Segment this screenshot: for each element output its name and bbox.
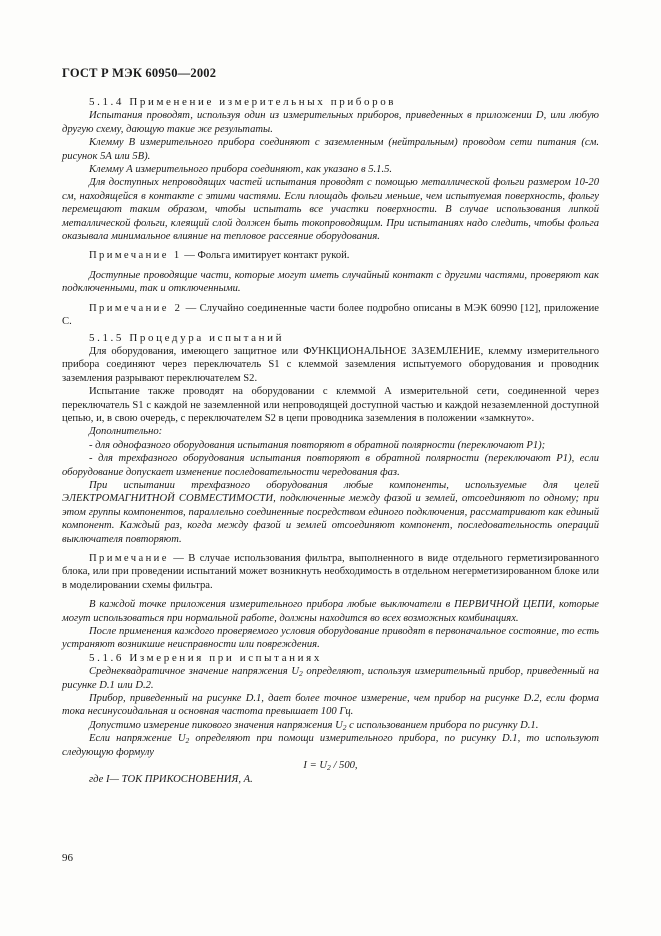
paragraph bbox=[62, 665, 599, 692]
list-item: - для однофазного оборудования испытания повторяют в обратной полярности (переключают Р1); bbox=[89, 439, 546, 451]
subscript: 2 bbox=[342, 722, 347, 732]
paragraph: где I— ТОК ПРИКОСНОВЕНИЯ, А. bbox=[89, 773, 253, 785]
paragraph: Испытания проводят, используя один из измерительных приборов, приведенных в приложении D, или любую другую схему, дающую такие же результаты. bbox=[62, 110, 599, 135]
note-1 bbox=[62, 249, 599, 262]
note-text: — Фольга имитирует контакт рукой. bbox=[181, 250, 350, 262]
note-label: Примечание 2 bbox=[89, 302, 183, 314]
note-text: — Случайно соединенные части более подробно описаны в МЭК 60990 [12], приложение С. bbox=[62, 302, 599, 328]
note bbox=[62, 552, 599, 592]
paragraph: Испытание также проводят на оборудовании с клеммой А измерительной сети, соединенной через переключатель S1 с каждой не заземленной или непроводящей доступной частью и каждой незаземленной доступной цепью, и, в свою очередь, с переключателем S2 в цепи проводника заземления в положении «замкнуто». bbox=[62, 386, 599, 424]
text-run: определяют при помощи измерительного прибора, по рисунку D.1, то используют следующую формулу bbox=[62, 733, 599, 758]
paragraph: Прибор, приведенный на рисунке D.1, дает более точное измерение, чем прибор на рисунке D.2, если форма тока несинусоидальная и основная частота превышает 100 Гц. bbox=[62, 693, 599, 718]
text-run: Среднеквадратичное значение напряжения U bbox=[89, 666, 299, 678]
note-text: — В случае использования фильтра, выполненного в виде отдельного герметизированного блока, или при проведении испытаний может возникнуть необходимость в отдельном негерметизированном блоке или в моделировании схемы фильтра. bbox=[62, 553, 599, 591]
section-title-5-1-5: 5.1.5 Процедура испытаний bbox=[89, 331, 285, 344]
paragraph bbox=[62, 719, 599, 732]
text-run: с использованием прибора по рисунку D.1. bbox=[346, 719, 539, 731]
paragraph: Клемму А измерительного прибора соединяют, как указано в 5.1.5. bbox=[89, 164, 393, 176]
text-run: определяют, используя измерительный прибор, приведенный на рисунке D.1 или D.2. bbox=[62, 666, 599, 691]
section-title-5-1-4: 5.1.4 Применение измерительных приборов bbox=[89, 96, 397, 108]
paragraph: Клемму В измерительного прибора соединяют с заземленным (нейтральным) проводом сети питания (см. рисунок 5А или 5В). bbox=[62, 137, 599, 162]
paragraph: Дополнительно: bbox=[89, 426, 163, 438]
text-run: I = U bbox=[303, 760, 328, 772]
paragraph: При испытании трехфазного оборудования любые компоненты, используемые для целей ЭЛЕКТРОМАГНИТНОЙ СОВМЕСТИМОСТИ, подключенные между фазой и землей, отсоединяют по одному; при этом группы компонентов, параллельно соединенные посредством единого подключения, рассматривают как единый компонент. Каждый раз, когда между фазой и землей отсоединяют компонент, последовательность операций выключателя повторяют. bbox=[62, 479, 599, 545]
note-label: Примечание 1 bbox=[89, 250, 182, 262]
paragraph: Для оборудования, имеющего защитное или ФУНКЦИОНАЛЬНОЕ ЗАЗЕМЛЕНИЕ, клемму измерительного прибора соединяют через переключатель S1 с клеммой заземления испытуемого оборудования и проводник заземления разрывают переключателем S2. bbox=[62, 345, 599, 384]
page-number: 96 bbox=[62, 852, 73, 864]
subscript: 2 bbox=[327, 763, 331, 773]
paragraph: После применения каждого проверяемого условия оборудование приводят в первоначальное состояние, то есть устраняют возникшие неисправности или повреждения. bbox=[62, 626, 599, 651]
note-2 bbox=[62, 302, 599, 329]
note-label: Примечание bbox=[89, 553, 169, 564]
section-title-5-1-6: 5.1.6 Измерения при испытаниях bbox=[89, 651, 322, 664]
list-item: - для трехфазного оборудования испытания повторяют в обратной полярности (переключают Р1), если оборудование допускает изменение последовательности чередования фаз. bbox=[62, 453, 599, 478]
subscript: 2 bbox=[298, 669, 303, 679]
paragraph: Доступные проводящие части, которые могут иметь случайный контакт с другими частями, проверяют как подключенными, так и отключенными. bbox=[62, 269, 599, 295]
document-body bbox=[62, 96, 599, 786]
document-header: ГОСТ Р МЭК 60950—2002 bbox=[62, 66, 217, 80]
formula bbox=[62, 759, 599, 772]
text-run: Допустимо измерение пикового значения напряжения U bbox=[89, 719, 343, 731]
text-run: / 500, bbox=[330, 760, 358, 772]
paragraph: Для доступных непроводящих частей испытания проводят с помощью металлической фольги размером 10-20 см, находящейся в контакте с этими частями. Если площадь фольги меньше, чем испытуемая поверхность, фольгу перемещают таким образом, чтобы испытать все участки поверхности. В случае использования липкой металлической фольги, клеящий слой должен быть токопроводящим. При испытаниях надо следить, чтобы фольга оказывала минимальное влияние на тепловое рассеяние оборудования. bbox=[62, 177, 599, 243]
paragraph bbox=[62, 732, 599, 759]
paragraph: В каждой точке приложения измерительного прибора любые выключатели в ПЕРВИЧНОЙ ЦЕПИ, которые могут использоваться при нормальной работе, должны находится во всех возможных комбинациях. bbox=[62, 599, 599, 624]
text-run: Если напряжение U bbox=[89, 733, 186, 745]
subscript: 2 bbox=[185, 736, 190, 746]
